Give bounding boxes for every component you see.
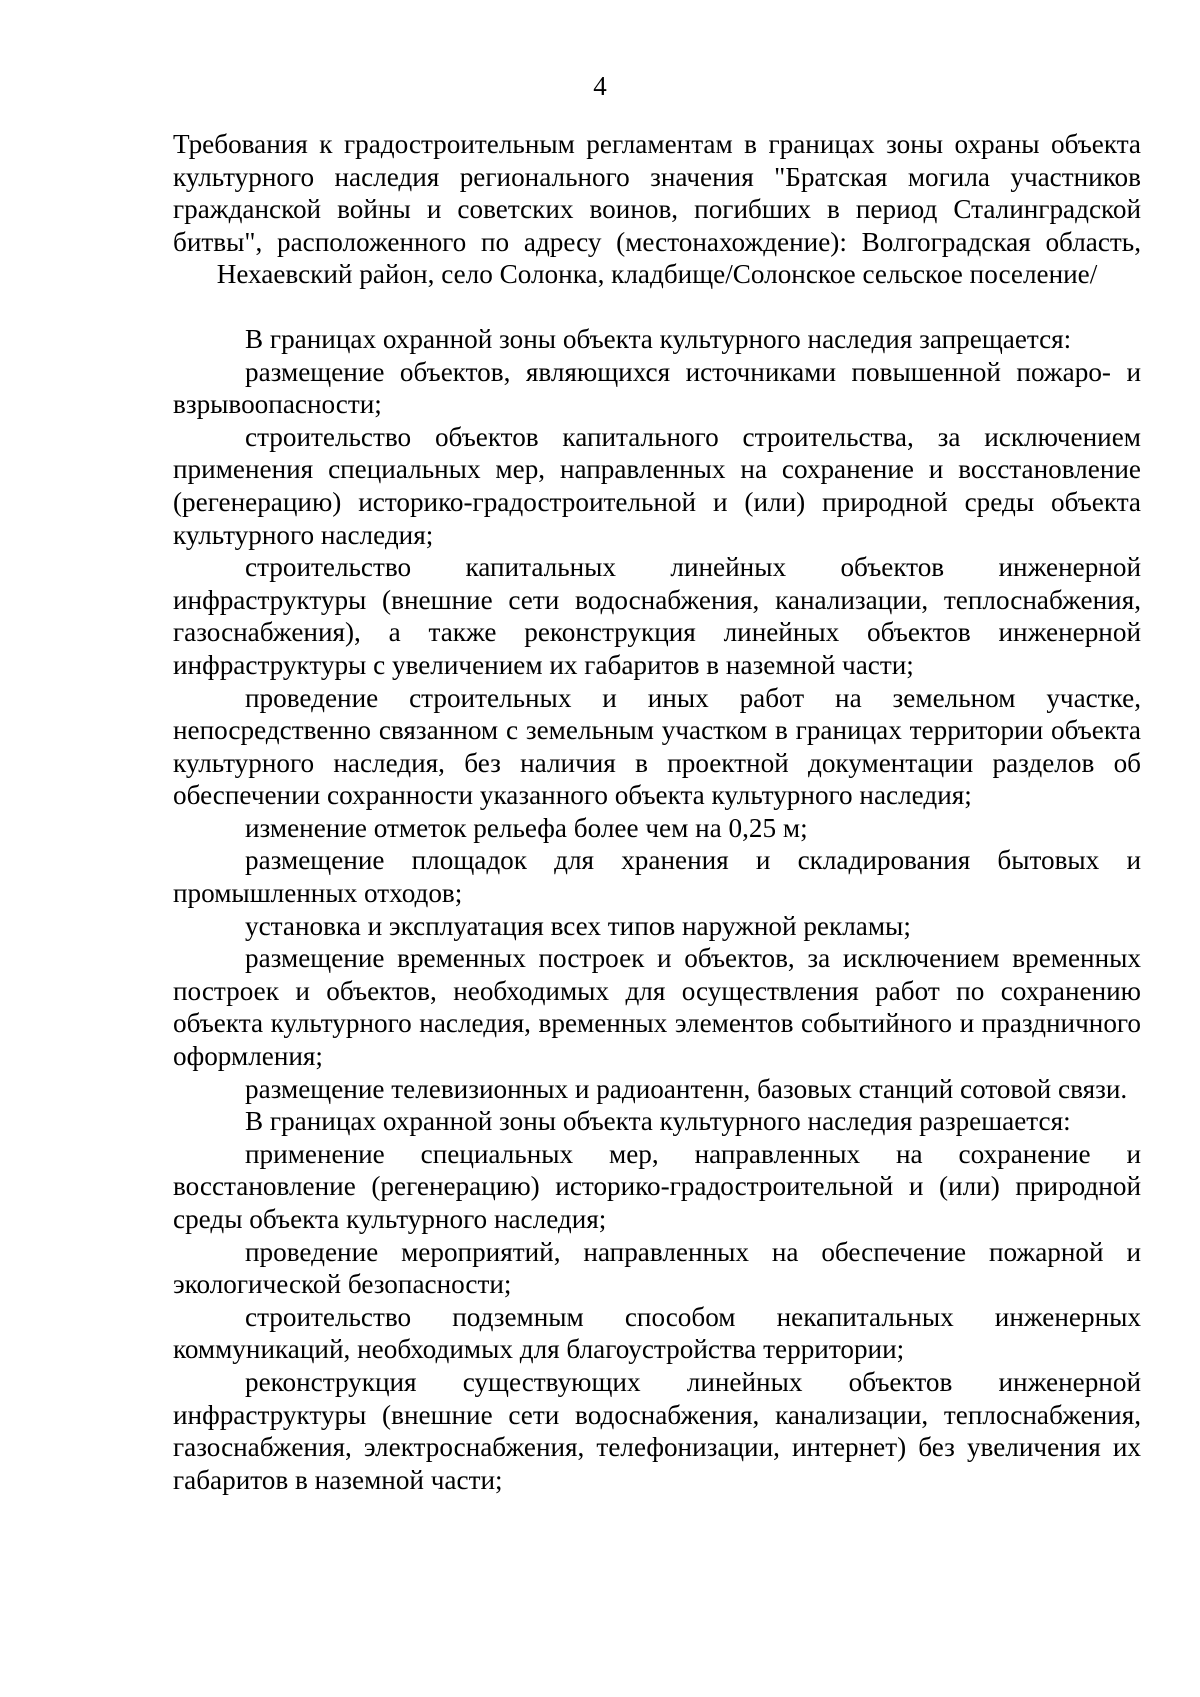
paragraph-item: размещение площадок для хранения и складирования бытовых и промышленных отходов; [173, 845, 1141, 909]
paragraph-item: размещение объектов, являющихся источниками повышенной пожаро- и взрывоопасности; [173, 356, 1141, 420]
paragraph-permitted-intro: В границах охранной зоны объекта культурного наследия разрешается: [245, 1106, 1071, 1137]
paragraph-item: реконструкция существующих линейных объектов инженерной инфраструктуры (внешние сети водоснабжения, канализации, теплоснабжения, газоснабжения, электроснабжения, телефонизации, интернет) без увеличения их габаритов в наземной части; [173, 1366, 1141, 1495]
paragraph-item: размещение временных построек и объектов, за исключением временных построек и объектов, необходимых для осуществления работ по сохранению объекта культурного наследия, временных элементов событийного и праздничного оформления; [173, 943, 1141, 1072]
paragraph-item: строительство капитальных линейных объектов инженерной инфраструктуры (внешние сети водоснабжения, канализации, теплоснабжения, газоснабжения), а также реконструкция линейных объектов инженерной инфраструктуры с увеличением их габаритов в наземной части; [173, 552, 1141, 680]
paragraph-item: установка и эксплуатация всех типов наружной рекламы; [245, 910, 911, 941]
spacer [173, 291, 1141, 323]
paragraph-item: проведение мероприятий, направленных на обеспечение пожарной и экологической безопасности; [173, 1236, 1141, 1300]
paragraph-item: применение специальных мер, направленных на сохранение и восстановление (регенерацию) историко-градостроительной и (или) природной среды объекта культурного наследия; [173, 1138, 1141, 1234]
paragraph-item: строительство подземным способом некапитальных инженерных коммуникаций, необходимых для благоустройства территории; [173, 1301, 1141, 1365]
document-body [173, 128, 1141, 1496]
paragraph-item: размещение телевизионных и радиоантенн, базовых станций сотовой связи. [245, 1073, 1128, 1104]
paragraph-item: проведение строительных и иных работ на земельном участке, непосредственно связанном с земельным участком в границах территории объекта культурного наследия, без наличия в проектной документации разделов об обеспечении сохранности указанного объекта культурного наследия; [173, 682, 1141, 811]
paragraph-prohibited-intro: В границах охранной зоны объекта культурного наследия запрещается: [245, 323, 1072, 354]
paragraph-item: строительство объектов капитального строительства, за исключением применения специальных мер, направленных на сохранение и восстановление (регенерацию) историко-градостроительной и (или) природной среды объекта культурного наследия; [173, 421, 1141, 550]
page-number: 4 [593, 71, 607, 101]
document-heading: Требования к градостроительным регламентам в границах зоны охраны объекта культурного наследия регионального значения "Братская могила участников гражданской войны и советских воинов, погибших в период Сталинградской битвы", расположенного по адресу (местонахождение): Волгоградская область, Нехаевский район, село Солонка, кладбище/Солонское сельское поселение/ [173, 129, 1141, 290]
paragraph-item: изменение отметок рельефа более чем на 0,25 м; [245, 812, 808, 843]
